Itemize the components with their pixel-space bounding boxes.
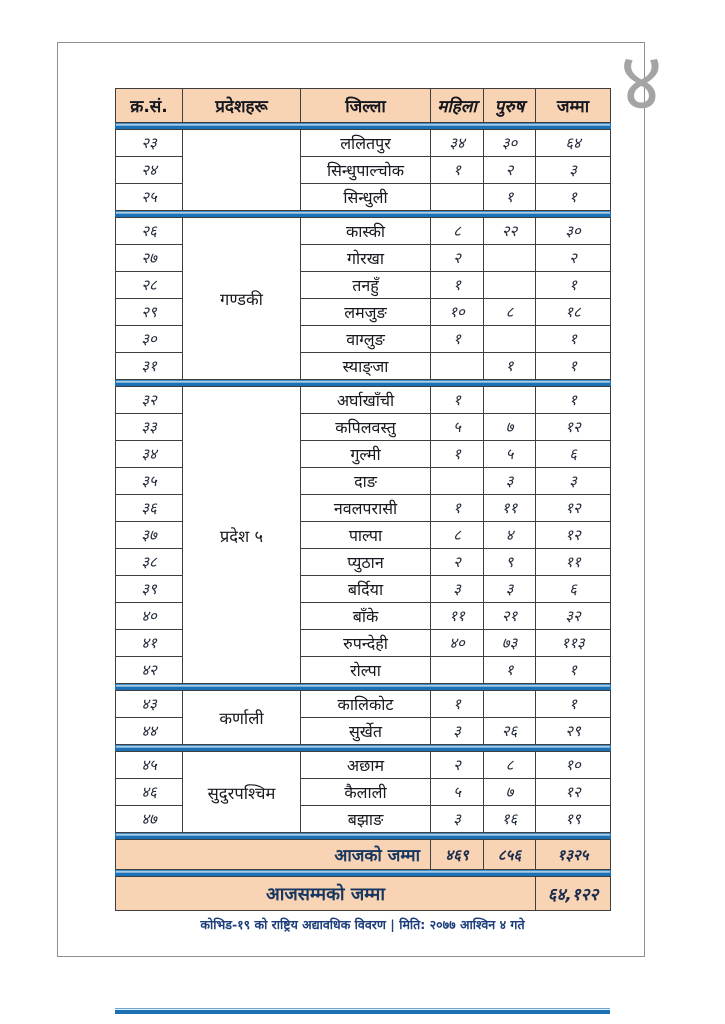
cell-serial: ३९ <box>116 576 183 603</box>
cell-district: रोल्पा <box>301 657 431 684</box>
header-district: जिल्ला <box>301 89 431 123</box>
cell-district: अर्घाखाँची <box>301 387 431 414</box>
cell-total: १ <box>536 184 611 211</box>
cell-male: ८ <box>484 752 536 779</box>
blue-separator <box>116 745 611 752</box>
blue-separator-bar <box>116 833 611 840</box>
blue-separator-bar <box>116 745 611 752</box>
cell-total: १८ <box>536 299 611 326</box>
cell-female: १ <box>431 441 484 468</box>
cell-male: ३ <box>484 468 536 495</box>
cell-total: ३२ <box>536 603 611 630</box>
cell-female: २ <box>431 245 484 272</box>
cell-serial: ३७ <box>116 522 183 549</box>
cell-female: १ <box>431 387 484 414</box>
today-total-label: आजको जम्मा <box>116 840 431 870</box>
cell-serial: ३२ <box>116 387 183 414</box>
cell-female: १ <box>431 495 484 522</box>
cell-serial: ४७ <box>116 806 183 833</box>
cell-female: ४० <box>431 630 484 657</box>
blue-separator-bar <box>116 211 611 218</box>
cell-district: सुर्खेत <box>301 718 431 745</box>
cell-total: ११ <box>536 549 611 576</box>
cell-female: ५ <box>431 779 484 806</box>
cell-district: रुपन्देही <box>301 630 431 657</box>
blue-separator-bar <box>116 123 611 130</box>
cell-serial: ३५ <box>116 468 183 495</box>
cell-male: ७ <box>484 414 536 441</box>
cell-district: गोरखा <box>301 245 431 272</box>
cell-female: १ <box>431 272 484 299</box>
blue-separator <box>116 123 611 130</box>
cell-district: प्युठान <box>301 549 431 576</box>
today-total-row <box>116 840 611 870</box>
cell-male: १ <box>484 184 536 211</box>
cell-province: कर्णाली <box>183 691 301 745</box>
cell-total: १२ <box>536 495 611 522</box>
cell-district: कपिलवस्तु <box>301 414 431 441</box>
caption-suffix: गते <box>506 917 525 932</box>
cell-male: ८ <box>484 299 536 326</box>
cell-male: ४ <box>484 522 536 549</box>
cell-province: सुदुरपश्चिम <box>183 752 301 833</box>
cell-female: ५ <box>431 414 484 441</box>
cell-male: १ <box>484 353 536 380</box>
grand-total-label: आजसम्मको जम्मा <box>116 877 536 911</box>
cell-total: १० <box>536 752 611 779</box>
cell-female: ३ <box>431 806 484 833</box>
cell-serial: ३१ <box>116 353 183 380</box>
table-row <box>116 387 611 414</box>
header-female: महिला <box>431 89 484 123</box>
cell-serial: २८ <box>116 272 183 299</box>
table-row <box>116 752 611 779</box>
cell-serial: ४६ <box>116 779 183 806</box>
cell-serial: ४४ <box>116 718 183 745</box>
cell-serial: २७ <box>116 245 183 272</box>
cell-female <box>431 184 484 211</box>
cell-total: ६ <box>536 576 611 603</box>
cell-total: १ <box>536 326 611 353</box>
cell-male: ३ <box>484 576 536 603</box>
cell-male: ९ <box>484 549 536 576</box>
blue-separator <box>116 870 611 877</box>
cell-district: कालिकोट <box>301 691 431 718</box>
header-province: प्रदेशहरू <box>183 89 301 123</box>
cell-serial: ४० <box>116 603 183 630</box>
table-footer <box>116 840 611 911</box>
cell-total: २ <box>536 245 611 272</box>
header-total: जम्मा <box>536 89 611 123</box>
today-total-value: १३२५ <box>536 840 611 870</box>
table-header <box>116 89 611 123</box>
cell-female: ८ <box>431 218 484 245</box>
cell-male: ७ <box>484 779 536 806</box>
cell-serial: ४५ <box>116 752 183 779</box>
cell-district: बझाङ <box>301 806 431 833</box>
report-caption <box>115 916 610 933</box>
cell-serial: २९ <box>116 299 183 326</box>
cell-male: २ <box>484 157 536 184</box>
bottom-blue-bar <box>115 1008 610 1014</box>
cell-total: ३ <box>536 468 611 495</box>
covid-districts-table <box>115 88 611 911</box>
cell-total: ६ <box>536 441 611 468</box>
cell-district: कास्की <box>301 218 431 245</box>
table-row <box>116 218 611 245</box>
cell-female: १ <box>431 691 484 718</box>
cell-female: ८ <box>431 522 484 549</box>
cell-district: लमजुङ <box>301 299 431 326</box>
cell-district: वाग्लुङ <box>301 326 431 353</box>
cell-total: १२ <box>536 414 611 441</box>
cell-district: दाङ <box>301 468 431 495</box>
cell-male: ७३ <box>484 630 536 657</box>
blue-separator-bar <box>116 380 611 387</box>
cell-female <box>431 468 484 495</box>
cell-male: ३० <box>484 130 536 157</box>
cell-male <box>484 245 536 272</box>
table-body <box>116 123 611 840</box>
cell-female <box>431 657 484 684</box>
cell-district: तनहुँ <box>301 272 431 299</box>
cell-district: गुल्मी <box>301 441 431 468</box>
table-row <box>116 130 611 157</box>
cell-male: २१ <box>484 603 536 630</box>
cell-male <box>484 272 536 299</box>
cell-female: २ <box>431 752 484 779</box>
cell-serial: ४१ <box>116 630 183 657</box>
cell-serial: ३६ <box>116 495 183 522</box>
cell-district: सिन्धुली <box>301 184 431 211</box>
cell-serial: ३४ <box>116 441 183 468</box>
cell-female: ३ <box>431 718 484 745</box>
cell-total: १ <box>536 691 611 718</box>
cell-district: बर्दिया <box>301 576 431 603</box>
blue-separator <box>116 684 611 691</box>
cell-serial: २३ <box>116 130 183 157</box>
cell-total: १ <box>536 387 611 414</box>
table-row <box>116 691 611 718</box>
blue-separator-bar <box>116 870 611 877</box>
cell-female: ३४ <box>431 130 484 157</box>
cell-serial: ४२ <box>116 657 183 684</box>
cell-total: ६४ <box>536 130 611 157</box>
page-number-watermark: ४ <box>620 35 663 130</box>
cell-total: १९ <box>536 806 611 833</box>
cell-male <box>484 691 536 718</box>
cell-serial: ३८ <box>116 549 183 576</box>
cell-total: १ <box>536 353 611 380</box>
cell-province <box>183 130 301 211</box>
cell-district: कैलाली <box>301 779 431 806</box>
cell-total: १ <box>536 272 611 299</box>
cell-total: ३ <box>536 157 611 184</box>
cell-male: ११ <box>484 495 536 522</box>
cell-district: सिन्धुपाल्चोक <box>301 157 431 184</box>
grand-total-value: ६४,१२२ <box>536 877 611 911</box>
cell-total: ११३ <box>536 630 611 657</box>
cell-male: १ <box>484 657 536 684</box>
cell-male: २२ <box>484 218 536 245</box>
cell-province: गण्डकी <box>183 218 301 380</box>
cell-female: ११ <box>431 603 484 630</box>
cell-total: ३० <box>536 218 611 245</box>
cell-serial: ३० <box>116 326 183 353</box>
cell-female: १० <box>431 299 484 326</box>
cell-male <box>484 326 536 353</box>
cell-district: बाँके <box>301 603 431 630</box>
header-row <box>116 89 611 123</box>
caption-prefix: कोभिड-१९ को राष्ट्रिय अद्यावधिक विवरण | मिति: २०७७ <box>200 917 460 932</box>
blue-separator <box>116 380 611 387</box>
cell-serial: २५ <box>116 184 183 211</box>
cell-male: १६ <box>484 806 536 833</box>
cell-province: प्रदेश ५ <box>183 387 301 684</box>
cell-total: २९ <box>536 718 611 745</box>
blue-separator <box>116 833 611 840</box>
cell-female <box>431 353 484 380</box>
cell-male: २६ <box>484 718 536 745</box>
cell-female: २ <box>431 549 484 576</box>
header-serial: क्र.सं. <box>116 89 183 123</box>
caption-date-bold: आश्विन ४ <box>460 917 507 932</box>
today-total-male: ८५६ <box>484 840 536 870</box>
cell-serial: ४३ <box>116 691 183 718</box>
grand-total-row <box>116 877 611 911</box>
cell-district: अछाम <box>301 752 431 779</box>
cell-district: ललितपुर <box>301 130 431 157</box>
cell-female: १ <box>431 157 484 184</box>
cell-male <box>484 387 536 414</box>
cell-district: पाल्पा <box>301 522 431 549</box>
header-male: पुरुष <box>484 89 536 123</box>
cell-male: ५ <box>484 441 536 468</box>
cell-total: १ <box>536 657 611 684</box>
blue-separator <box>116 211 611 218</box>
cell-female: १ <box>431 326 484 353</box>
blue-separator-bar <box>116 684 611 691</box>
today-total-female: ४६९ <box>431 840 484 870</box>
cell-total: १२ <box>536 779 611 806</box>
cell-district: नवलपरासी <box>301 495 431 522</box>
cell-serial: २४ <box>116 157 183 184</box>
cell-district: स्याङ्जा <box>301 353 431 380</box>
cell-female: ३ <box>431 576 484 603</box>
cell-serial: २६ <box>116 218 183 245</box>
cell-serial: ३३ <box>116 414 183 441</box>
cell-total: १२ <box>536 522 611 549</box>
